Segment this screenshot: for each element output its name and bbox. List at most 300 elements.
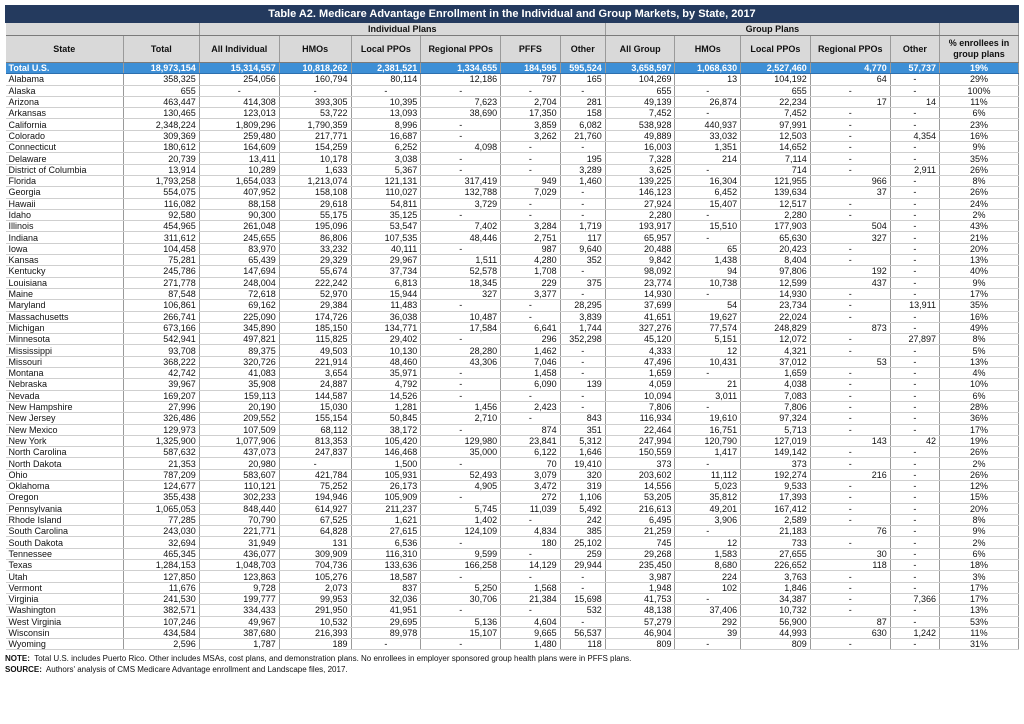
state-cell: New Jersey [6,413,124,424]
value-cell: 7,083 [741,390,811,401]
value-cell: - [675,368,741,379]
value-cell: - [890,480,939,491]
value-cell: 387,680 [199,627,279,638]
value-cell: 11% [939,627,1018,638]
value-cell: - [890,142,939,153]
value-cell: 222,242 [279,277,351,288]
value-cell: - [890,413,939,424]
value-cell: 159,113 [199,390,279,401]
value-cell: 55,674 [279,266,351,277]
value-cell: - [501,548,560,559]
value-cell: 127,019 [741,435,811,446]
value-cell: - [890,368,939,379]
value-cell: 813,353 [279,435,351,446]
value-cell: - [890,390,939,401]
value-cell: 4,604 [501,616,560,627]
value-cell: 3,289 [560,164,605,175]
value-cell: 5,312 [560,435,605,446]
value-cell: 180 [501,537,560,548]
value-cell: - [501,209,560,220]
value-cell: 1,793,258 [123,175,199,186]
value-cell: 19% [939,435,1018,446]
value-cell: 37,734 [351,266,421,277]
value-cell: 117 [560,232,605,243]
state-cell: Oklahoma [6,480,124,491]
value-cell: 1,458 [501,368,560,379]
value-cell: 5,713 [741,424,811,435]
value-cell: 23,841 [501,435,560,446]
state-cell: Louisiana [6,277,124,288]
value-cell: 38,690 [421,108,501,119]
value-cell: 7,806 [741,401,811,412]
value-cell: 21,353 [123,458,199,469]
value-cell: 1,213,074 [279,175,351,186]
value-cell: 146,123 [605,187,675,198]
value-cell: 29% [939,74,1018,85]
value-cell: 116,082 [123,198,199,209]
value-cell: - [810,593,890,604]
value-cell: 15,314,557 [199,63,279,74]
value-cell: 10,738 [675,277,741,288]
value-cell: 243,030 [123,526,199,537]
value-cell: 1,511 [421,255,501,266]
value-cell: 436,077 [199,548,279,559]
table-row [6,288,1019,299]
value-cell: - [890,582,939,593]
value-cell: 1,846 [741,582,811,593]
value-cell: 77,574 [675,322,741,333]
value-cell: 10,178 [279,153,351,164]
value-cell: 4,792 [351,379,421,390]
value-cell: 20,190 [199,401,279,412]
value-cell: 20,423 [741,243,811,254]
value-cell: 6,536 [351,537,421,548]
value-cell: 11,676 [123,582,199,593]
value-cell: - [501,514,560,525]
value-cell: - [890,447,939,458]
value-cell: 352,298 [560,334,605,345]
value-cell: 302,233 [199,492,279,503]
table-row [6,514,1019,525]
value-cell: - [560,401,605,412]
value-cell: 9,640 [560,243,605,254]
value-cell: 327,276 [605,322,675,333]
value-cell: 1,417 [675,447,741,458]
state-cell: Iowa [6,243,124,254]
value-cell: 107,535 [351,232,421,243]
value-cell: 8% [939,334,1018,345]
value-cell: 27,897 [890,334,939,345]
value-cell: - [675,232,741,243]
value-cell: 245,655 [199,232,279,243]
value-cell: - [560,187,605,198]
source-text: Authors' analysis of CMS Medicare Advantage enrollment and Landscape files, 2017. [45,665,348,675]
value-cell: 9% [939,142,1018,153]
state-cell: Hawaii [6,198,124,209]
value-cell: 6% [939,108,1018,119]
value-cell: 2,527,460 [741,63,811,74]
value-cell: 221,914 [279,356,351,367]
value-cell: - [199,85,279,96]
value-cell: 102 [675,582,741,593]
value-cell: 17% [939,593,1018,604]
value-cell: - [421,243,501,254]
value-cell: - [560,209,605,220]
value-cell: 8% [939,175,1018,186]
value-cell: - [560,266,605,277]
value-cell: 129,980 [421,435,501,446]
value-cell: 225,090 [199,311,279,322]
value-cell: 192,274 [741,469,811,480]
value-cell: 7,452 [741,108,811,119]
value-cell: 6,495 [605,514,675,525]
value-cell: 49,889 [605,130,675,141]
value-cell: 797 [501,74,560,85]
value-cell: 1,402 [421,514,501,525]
value-cell: 1,334,655 [421,63,501,74]
value-cell: 105,420 [351,435,421,446]
value-cell: 97,324 [741,413,811,424]
value-cell: - [810,447,890,458]
value-cell: 49,967 [199,616,279,627]
state-cell: Ohio [6,469,124,480]
value-cell: 291,950 [279,605,351,616]
value-cell: 4,770 [810,63,890,74]
table-row [6,130,1019,141]
value-cell: 20,739 [123,153,199,164]
value-cell: 20,488 [605,243,675,254]
value-cell: 9,728 [199,582,279,593]
table-row [6,435,1019,446]
table-row [6,221,1019,232]
value-cell: - [810,582,890,593]
value-cell: - [890,616,939,627]
value-cell: 29,402 [351,334,421,345]
value-cell: 13,411 [199,153,279,164]
value-cell: 583,607 [199,469,279,480]
value-cell: 2,704 [501,96,560,107]
state-cell: District of Columbia [6,164,124,175]
value-cell: 4,098 [421,142,501,153]
value-cell: - [810,334,890,345]
enrollment-table [5,5,1019,650]
value-cell: 3,839 [560,311,605,322]
value-cell: 10,532 [279,616,351,627]
value-cell: 104,458 [123,243,199,254]
column-header: PFFS [501,36,560,63]
value-cell: 17 [810,96,890,107]
value-cell: 873 [810,322,890,333]
value-cell: - [675,639,741,650]
value-cell: 12 [675,537,741,548]
value-cell: - [890,209,939,220]
group-header-blank-end [939,23,1018,36]
value-cell: - [501,413,560,424]
value-cell: 35% [939,153,1018,164]
state-cell: Minnesota [6,334,124,345]
value-cell: 385 [560,526,605,537]
value-cell: 18,345 [421,277,501,288]
value-cell: - [421,537,501,548]
value-cell: 99,953 [279,593,351,604]
table-row [6,255,1019,266]
value-cell: 320,726 [199,356,279,367]
value-cell: 211,237 [351,503,421,514]
value-cell: 1,809,296 [199,119,279,130]
value-cell: 155,154 [279,413,351,424]
note-line [5,653,1019,664]
value-cell: 1,583 [675,548,741,559]
value-cell: 373 [741,458,811,469]
value-cell: - [501,164,560,175]
state-cell: Mississippi [6,345,124,356]
value-cell: - [421,130,501,141]
value-cell: 48,460 [351,356,421,367]
column-header: HMOs [279,36,351,63]
value-cell: - [810,288,890,299]
value-cell: 1,500 [351,458,421,469]
state-cell: Montana [6,368,124,379]
value-cell: 15,698 [560,593,605,604]
value-cell: - [810,198,890,209]
table-row [6,593,1019,604]
state-cell: Wisconsin [6,627,124,638]
value-cell: 216,393 [279,627,351,638]
value-cell: - [810,424,890,435]
value-cell: - [890,526,939,537]
column-header: Local PPOs [351,36,421,63]
value-cell: 248,004 [199,277,279,288]
value-cell: 118 [560,639,605,650]
value-cell: 39 [675,627,741,638]
value-cell: 5,367 [351,164,421,175]
value-cell: 13% [939,255,1018,266]
value-cell: 49,201 [675,503,741,514]
value-cell: 309,909 [279,548,351,559]
column-header: Regional PPOs [810,36,890,63]
value-cell: 83,970 [199,243,279,254]
state-cell: Michigan [6,322,124,333]
value-cell: - [890,277,939,288]
value-cell: 3,011 [675,390,741,401]
value-cell: 57,279 [605,616,675,627]
value-cell: 3% [939,571,1018,582]
value-cell: 20% [939,503,1018,514]
value-cell: 9,842 [605,255,675,266]
value-cell: 1,654,033 [199,175,279,186]
table-row [6,153,1019,164]
value-cell: 1,462 [501,345,560,356]
column-header: % enrollees in group plans [939,36,1018,63]
value-cell: 106,861 [123,300,199,311]
value-cell: 129,973 [123,424,199,435]
value-cell: - [421,571,501,582]
value-cell: 9,533 [741,480,811,491]
value-cell: 121,131 [351,175,421,186]
state-cell: West Virginia [6,616,124,627]
value-cell: 837 [351,582,421,593]
table-row [6,300,1019,311]
value-cell: - [890,198,939,209]
value-cell: 14,652 [741,142,811,153]
value-cell: 18% [939,560,1018,571]
value-cell: 45,120 [605,334,675,345]
value-cell: 22,464 [605,424,675,435]
value-cell: 434,584 [123,627,199,638]
state-cell: New York [6,435,124,446]
table-row [6,401,1019,412]
value-cell: 6,122 [501,447,560,458]
value-cell: 57,737 [890,63,939,74]
value-cell: 26% [939,164,1018,175]
value-cell: 97,991 [741,119,811,130]
value-cell: 29,268 [605,548,675,559]
value-cell: - [560,288,605,299]
value-cell: 17,393 [741,492,811,503]
column-header: Total [123,36,199,63]
value-cell: 116,310 [351,548,421,559]
state-cell: North Dakota [6,458,124,469]
value-cell: 4,333 [605,345,675,356]
value-cell: - [810,390,890,401]
value-cell: 5,745 [421,503,501,514]
value-cell: 28,280 [421,345,501,356]
value-cell: 10% [939,379,1018,390]
value-cell: 241,530 [123,593,199,604]
table-row [6,571,1019,582]
value-cell: 382,571 [123,605,199,616]
value-cell: 165 [560,74,605,85]
value-cell: 3,859 [501,119,560,130]
value-cell: 10,732 [741,605,811,616]
value-cell: 19,627 [675,311,741,322]
value-cell: 34,387 [741,593,811,604]
value-cell: 36% [939,413,1018,424]
value-cell: 46,904 [605,627,675,638]
value-cell: - [810,108,890,119]
value-cell: - [810,119,890,130]
value-cell: - [421,605,501,616]
value-cell: 14,129 [501,560,560,571]
value-cell: 242 [560,514,605,525]
value-cell: - [810,130,890,141]
value-cell: - [501,198,560,209]
value-cell: - [810,164,890,175]
value-cell: 368,222 [123,356,199,367]
value-cell: 124,677 [123,480,199,491]
value-cell: 97,806 [741,266,811,277]
value-cell: - [890,243,939,254]
value-cell: - [675,526,741,537]
value-cell: 14,930 [741,288,811,299]
value-cell: 65,439 [199,255,279,266]
table-row [6,582,1019,593]
value-cell: - [890,424,939,435]
note-text: Total U.S. includes Puerto Rico. Other includes MSAs, cost plans, and demonstration plans. No enrollees in employer sponsored group health plans were in PFFS plans. [34,654,632,664]
value-cell: 15,510 [675,221,741,232]
value-cell: 37,699 [605,300,675,311]
state-cell: California [6,119,124,130]
value-cell: 320 [560,469,605,480]
value-cell: 7,402 [421,221,501,232]
value-cell: 44,993 [741,627,811,638]
table-row [6,187,1019,198]
value-cell: 15% [939,492,1018,503]
value-cell: 16% [939,130,1018,141]
value-cell: - [810,368,890,379]
state-cell: Nebraska [6,379,124,390]
note-label: NOTE: [5,654,30,664]
value-cell: 123,013 [199,108,279,119]
state-cell: Colorado [6,130,124,141]
value-cell: 12,517 [741,198,811,209]
value-cell: 33,032 [675,130,741,141]
value-cell: 49,139 [605,96,675,107]
value-cell: - [421,119,501,130]
state-cell: Washington [6,605,124,616]
value-cell: - [890,356,939,367]
value-cell: - [675,458,741,469]
value-cell: 3,654 [279,368,351,379]
value-cell: 745 [605,537,675,548]
value-cell: 10,130 [351,345,421,356]
value-cell: 3,284 [501,221,560,232]
table-row [6,142,1019,153]
column-header-row [6,36,1019,63]
table-row [6,413,1019,424]
value-cell: - [421,164,501,175]
value-cell: 23,734 [741,300,811,311]
table-row [6,639,1019,650]
table-row [6,198,1019,209]
value-cell: 89,978 [351,627,421,638]
state-cell: Missouri [6,356,124,367]
value-cell: 167,412 [741,503,811,514]
value-cell: 27,996 [123,401,199,412]
value-cell: - [675,593,741,604]
value-cell: 75,281 [123,255,199,266]
value-cell: 30 [810,548,890,559]
value-cell: 224 [675,571,741,582]
value-cell: - [501,311,560,322]
state-cell: New Hampshire [6,401,124,412]
value-cell: 5,151 [675,334,741,345]
value-cell: 1,284,153 [123,560,199,571]
value-cell: 28,295 [560,300,605,311]
value-cell: 351 [560,424,605,435]
value-cell: 271,778 [123,277,199,288]
value-cell: 1,790,359 [279,119,351,130]
value-cell: - [890,74,939,85]
value-cell: 6,641 [501,322,560,333]
value-cell: 440,937 [675,119,741,130]
value-cell: 11,112 [675,469,741,480]
table-row [6,311,1019,322]
value-cell: 98,092 [605,266,675,277]
value-cell: 1,325,900 [123,435,199,446]
value-cell: 216,613 [605,503,675,514]
value-cell: - [421,639,501,650]
value-cell: 124,109 [421,526,501,537]
value-cell: 55,175 [279,209,351,220]
value-cell: 1,242 [890,627,939,638]
value-cell: 12% [939,480,1018,491]
value-cell: 177,903 [741,221,811,232]
value-cell: 261,048 [199,221,279,232]
value-cell: 27,615 [351,526,421,537]
value-cell: 216 [810,469,890,480]
value-cell: 7,114 [741,153,811,164]
